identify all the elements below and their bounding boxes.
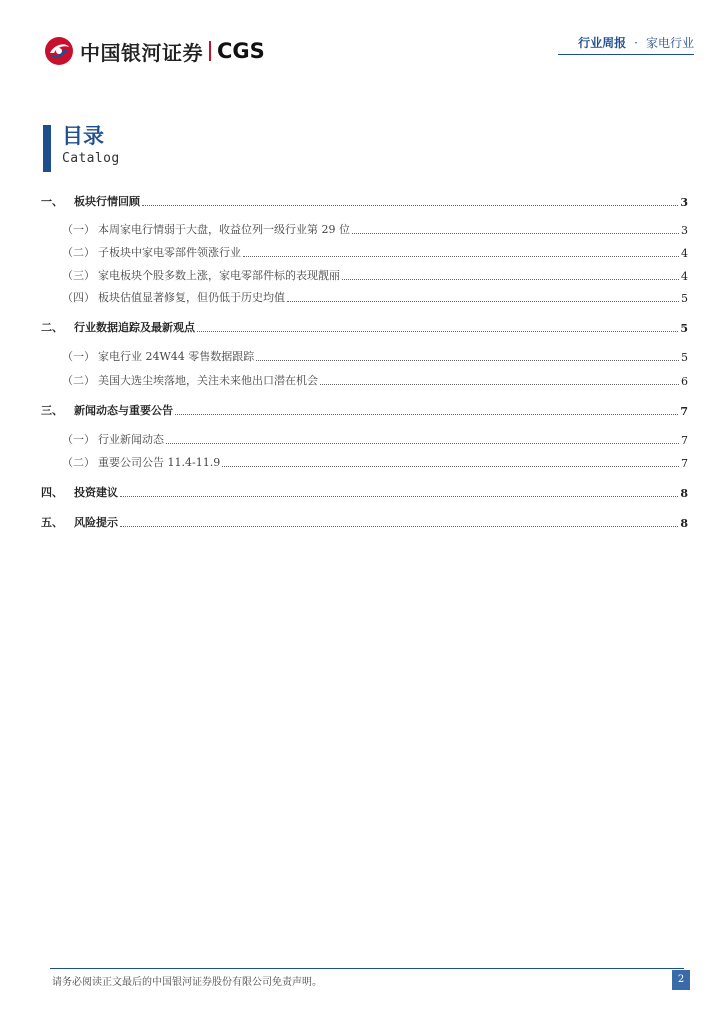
- toc-number: （三）: [62, 269, 95, 282]
- toc-number: （一）: [62, 223, 95, 236]
- toc-label: 风险提示: [74, 516, 118, 529]
- toc-number: 五、: [41, 516, 63, 529]
- toc-entry[interactable]: [0, 317, 724, 335]
- footer-disclaimer: 请务必阅读正文最后的中国银河证券股份有限公司免责声明。: [52, 977, 322, 988]
- cgs-logo: [44, 36, 265, 66]
- toc-page: 7: [680, 405, 688, 418]
- industry-name: 家电行业: [645, 36, 694, 50]
- toc-dot-leader: [166, 443, 679, 444]
- toc-page: 7: [681, 457, 688, 470]
- toc-dot-leader: [256, 360, 679, 361]
- toc-number: 二、: [41, 321, 63, 334]
- toc-label: 子板块中家电零部件领涨行业: [98, 246, 241, 259]
- toc-page: 6: [681, 375, 688, 388]
- toc-entry[interactable]: [0, 400, 724, 418]
- toc-dot-leader: [142, 205, 678, 206]
- toc-page: 8: [680, 487, 688, 500]
- toc-dot-leader: [320, 384, 679, 385]
- toc-page: 5: [681, 351, 688, 364]
- toc-entry[interactable]: [0, 482, 724, 500]
- toc-dot-leader: [352, 233, 679, 234]
- toc-label: 板块估值显著修复，但仍低于历史均值: [98, 291, 285, 304]
- toc-entry[interactable]: [0, 346, 724, 364]
- toc-entry[interactable]: [0, 287, 724, 305]
- toc-dot-leader: [342, 279, 679, 280]
- toc-page: 5: [680, 322, 688, 335]
- toc-entry[interactable]: [0, 370, 724, 388]
- toc-dot-leader: [222, 466, 679, 467]
- toc-label: 投资建议: [74, 486, 118, 499]
- report-category: [578, 34, 694, 51]
- toc-label: 家电板块个股多数上涨，家电零部件标的表现靓丽: [98, 269, 340, 282]
- galaxy-logo-icon: [44, 36, 74, 66]
- toc-label: 新闻动态与重要公告: [74, 404, 173, 417]
- toc-number: （一）: [62, 433, 95, 446]
- toc-label: 美国大选尘埃落地，关注未来他出口潜在机会: [98, 374, 318, 387]
- toc-label: 本周家电行情弱于大盘，收益位列一级行业第 29 位: [98, 223, 350, 236]
- page-title: 目录: [62, 123, 104, 148]
- toc-number: 四、: [41, 486, 63, 499]
- toc-entry[interactable]: [0, 429, 724, 447]
- toc-label: 行业新闻动态: [98, 433, 164, 446]
- toc-entry[interactable]: [0, 512, 724, 530]
- toc-label: 重要公司公告 11.4-11.9: [98, 456, 221, 469]
- toc-entry[interactable]: [0, 242, 724, 260]
- toc-label: 板块行情回顾: [74, 195, 140, 208]
- toc-number: （四）: [62, 291, 95, 304]
- toc-dot-leader: [197, 331, 678, 332]
- toc-dot-leader: [175, 414, 678, 415]
- toc-number: （一）: [62, 350, 95, 363]
- toc-entry[interactable]: [0, 452, 724, 470]
- toc-number: 一、: [41, 195, 63, 208]
- header-separator: ·: [634, 36, 638, 50]
- page-subtitle: Catalog: [62, 151, 120, 166]
- toc-dot-leader: [120, 526, 678, 527]
- toc-page: 5: [681, 292, 688, 305]
- toc-label: 家电行业 24W44 零售数据跟踪: [98, 350, 255, 363]
- toc-entry[interactable]: [0, 191, 724, 209]
- title-accent-bar: [43, 125, 51, 172]
- header-rule: [558, 54, 694, 55]
- toc-number: （二）: [62, 456, 95, 469]
- toc-page: 7: [681, 434, 688, 447]
- toc-number: 三、: [41, 404, 63, 417]
- page-number: 2: [672, 970, 690, 990]
- logo-divider: [209, 41, 211, 61]
- toc-page: 3: [681, 224, 688, 237]
- toc-entry[interactable]: [0, 265, 724, 283]
- toc-number: （二）: [62, 374, 95, 387]
- toc-dot-leader: [243, 256, 679, 257]
- report-type: 行业周报: [578, 36, 627, 50]
- footer-rule: [50, 968, 684, 969]
- toc-page: 4: [681, 247, 688, 260]
- toc-page: 3: [680, 196, 688, 209]
- toc-dot-leader: [287, 301, 679, 302]
- toc-entry[interactable]: [0, 219, 724, 237]
- toc-label: 行业数据追踪及最新观点: [74, 321, 195, 334]
- toc-page: 8: [680, 517, 688, 530]
- toc-dot-leader: [120, 496, 678, 497]
- toc-page: 4: [681, 270, 688, 283]
- logo-english-name: CGS: [217, 39, 265, 63]
- logo-chinese-name: 中国银河证券: [80, 40, 203, 65]
- toc-number: （二）: [62, 246, 95, 259]
